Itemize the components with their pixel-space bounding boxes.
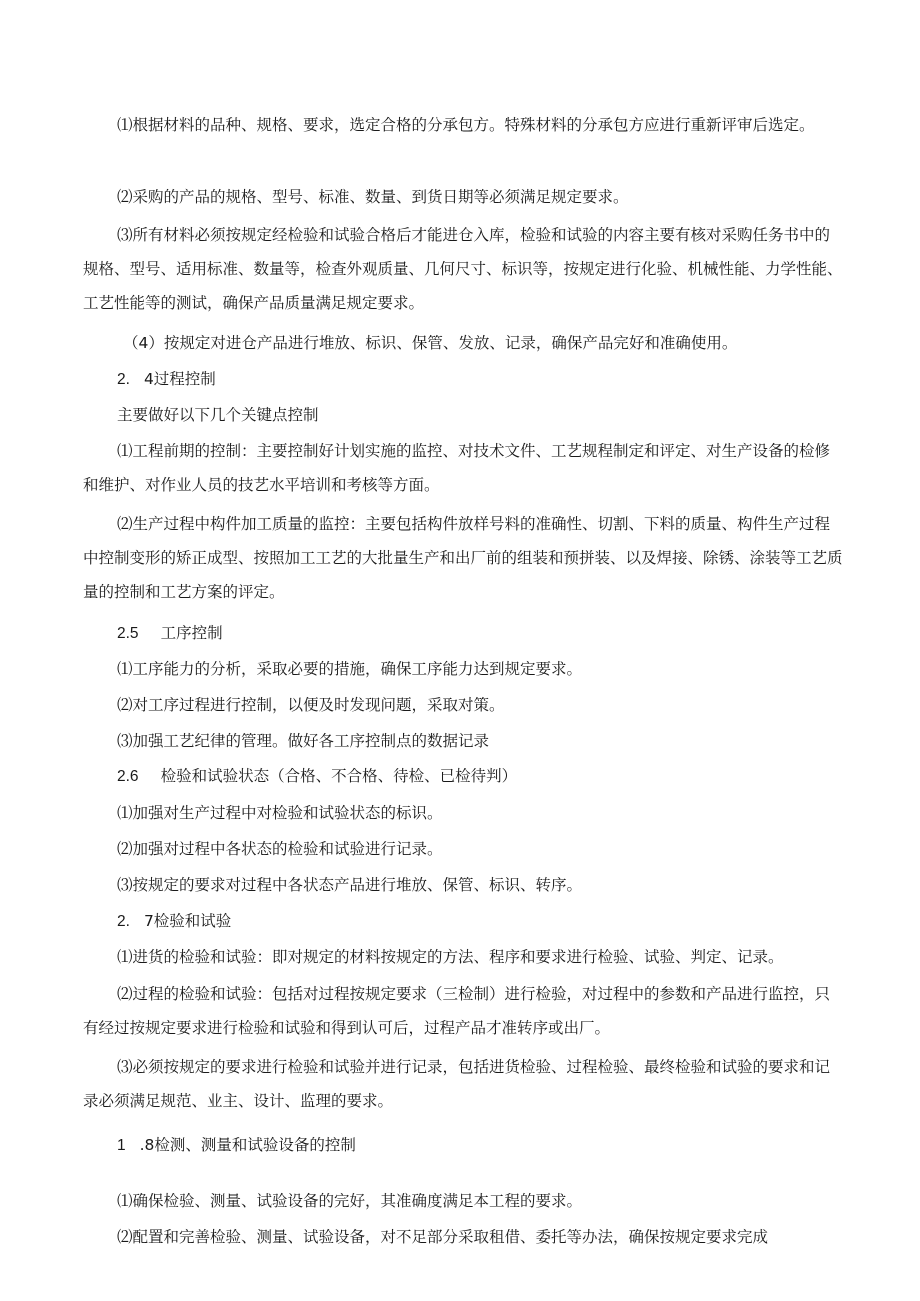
paragraph-equipment-condition: ⑴确保检验、测量、试验设备的完好，其准确度满足本工程的要求。 (117, 1192, 583, 1210)
section-number: 2.5 (117, 625, 139, 642)
section-number: 1 (117, 1137, 126, 1154)
paragraph-process-control: ⑵对工序过程进行控制，以便及时发现问题，采取对策。 (117, 696, 505, 714)
heading-2-6 (83, 759, 877, 794)
paragraph-material-inspection: ⑶所有材料必须按规定经检验和试验合格后才能进仓入库，检验和试验的内容主要有核对采购任务书中的规格、型号、适用标准、数量等，检查外观质量、几何尺寸、标识等，按规定进行化验、机械性能、力学性能、工艺性能等的测试，确保产品质量满足规定要求。 (83, 226, 843, 312)
section-number: 2. (117, 913, 130, 930)
paragraph-incoming-inspection: ⑴进货的检验和试验：即对规定的材料按规定的方法、程序和要求进行检验、试验、判定、记录。 (117, 948, 784, 966)
heading-1-8 (83, 1128, 877, 1163)
paragraph-discipline: ⑶加强工艺纪律的管理。做好各工序控制点的数据记录 (117, 732, 490, 750)
heading-2-5 (83, 616, 877, 651)
paragraph-process-inspection: ⑵过程的检验和试验：包括对过程按规定要求（三检制）进行检验，对过程中的参数和产品进行监控，只有经过按规定要求进行检验和试验和得到认可后，过程产品才准转序或出厂。 (83, 985, 831, 1037)
paragraph-status-handling: ⑶按规定的要求对过程中各状态产品进行堆放、保管、标识、转序。 (117, 876, 583, 894)
paragraph-early-control: ⑴工程前期的控制：主要控制好计划实施的监控、对技术文件、工艺规程制定和评定、对生产设备的检修和维护、对作业人员的技艺水平培训和考核等方面。 (83, 442, 831, 494)
paragraph-storage: （4）按规定对进仓产品进行堆放、标识、保管、发放、记录，确保产品完好和准确使用。 (123, 334, 738, 352)
heading-2-7 (83, 904, 877, 939)
section-number: 2. (117, 371, 130, 388)
paragraph-purchase-spec: ⑵采购的产品的规格、型号、标准、数量、到货日期等必须满足规定要求。 (117, 188, 629, 206)
paragraph-inspection-records: ⑶必须按规定的要求进行检验和试验并进行记录，包括进货检验、过程检验、最终检验和试验的要求和记录必须满足规范、业主、设计、监理的要求。 (83, 1058, 831, 1110)
paragraph-status-record: ⑵加强对过程中各状态的检验和试验进行记录。 (117, 840, 443, 858)
section-title: 4过程控制 (143, 370, 216, 388)
paragraph-process-monitoring: ⑵生产过程中构件加工质量的监控：主要包括构件放样号料的准确性、切割、下料的质量、构件生产过程中控制变形的矫正成型、按照加工工艺的大批量生产和出厂前的组装和预拼装、以及焊接、除锈、涂装等工艺质量的控制和工艺方案的评定。 (83, 515, 843, 601)
section-title: 检验和试验状态（合格、不合格、待检、已检待判） (160, 767, 518, 785)
section-title: .8检测、测量和试验设备的控制 (139, 1136, 356, 1154)
paragraph-key-points: 主要做好以下几个关键点控制 (117, 406, 319, 424)
paragraph-process-capability: ⑴工序能力的分析，采取必要的措施，确保工序能力达到规定要求。 (117, 660, 583, 678)
paragraph-material-subcontractor: ⑴根据材料的品种、规格、要求，选定合格的分承包方。特殊材料的分承包方应进行重新评审后选定。 (117, 116, 815, 134)
paragraph-status-marking: ⑴加强对生产过程中对检验和试验状态的标识。 (117, 804, 443, 822)
section-number: 2.6 (117, 768, 139, 785)
paragraph-equipment-provision: ⑵配置和完善检验、测量、试验设备，对不足部分采取租借、委托等办法，确保按规定要求完成 (117, 1228, 769, 1246)
section-title: 7检验和试验 (143, 912, 232, 930)
section-title: 工序控制 (160, 624, 223, 642)
heading-2-4 (83, 362, 877, 397)
